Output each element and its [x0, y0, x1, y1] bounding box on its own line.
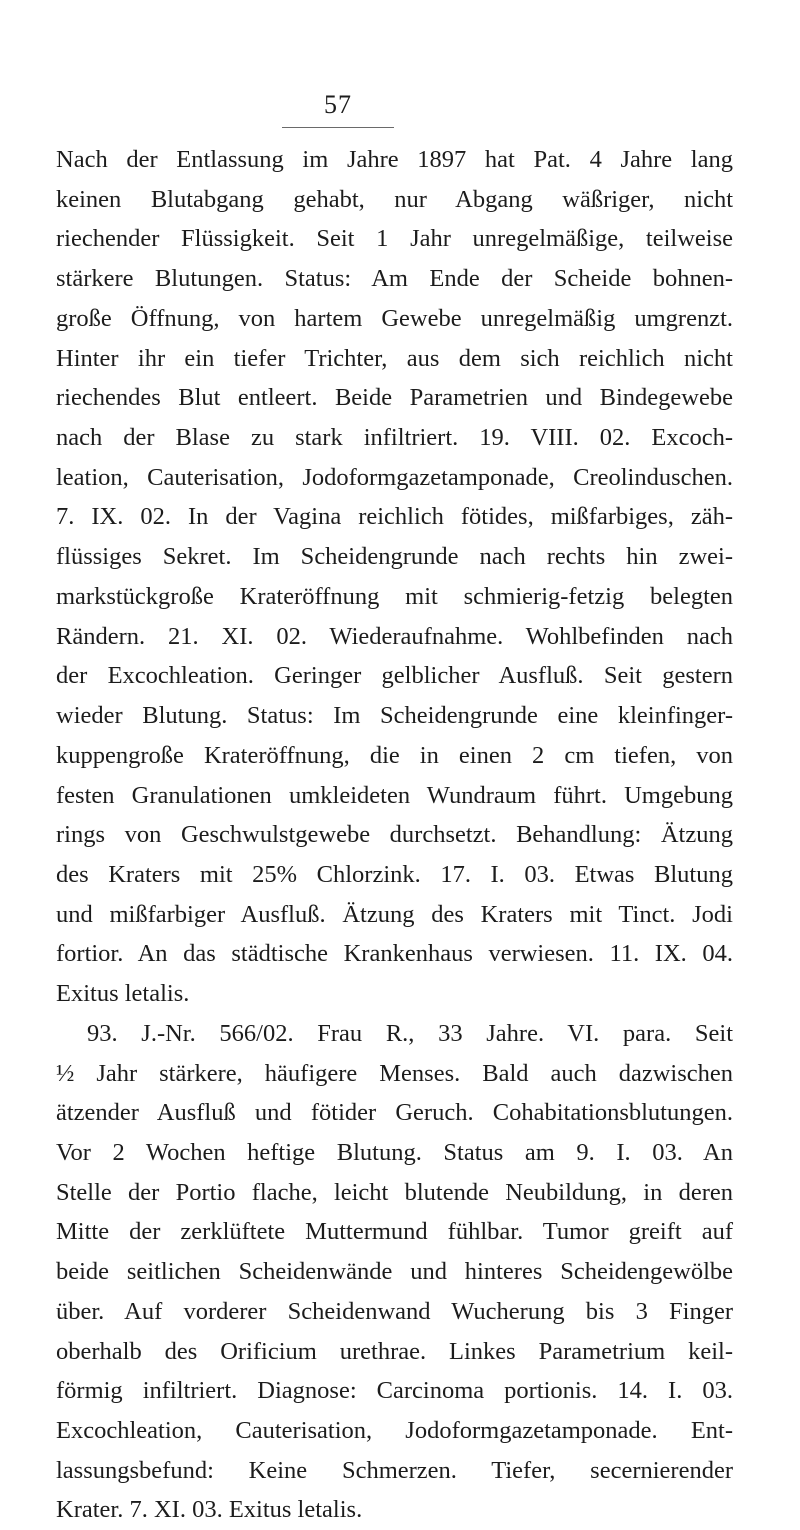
- text-line: Mitte der zerklüftete Muttermund fühlbar. Tumor greift auf: [56, 1218, 733, 1246]
- text-line: nach der Blase zu stark infiltriert. 19. VIII. 02. Excoch-: [56, 424, 733, 452]
- text-line: 7. IX. 02. In der Vagina reichlich fötides, mißfarbiges, zäh-: [56, 503, 733, 531]
- text-line: lassungsbefund: Keine Schmerzen. Tiefer, secernierender: [56, 1456, 733, 1484]
- text-line: beide seitlichen Scheidenwände und hinteres Scheidengewölbe: [56, 1258, 733, 1286]
- text-line: Excochleation, Cauterisation, Jodoformgazetamponade. Ent-: [56, 1417, 733, 1444]
- page-number: 57: [324, 90, 352, 119]
- text-line: oberhalb des Orificium urethrae. Linkes Parametrium keil-: [56, 1337, 733, 1365]
- text-line: kuppengroße Krateröffnung, die in einen 2 cm tiefen, von: [56, 741, 733, 769]
- text-line: riechendes Blut entleert. Beide Parametrien und Bindegewebe: [56, 384, 733, 412]
- text-line: wieder Blutung. Status: Im Scheidengrunde eine kleinfinger-: [56, 702, 733, 730]
- text-line: Exitus letalis.: [56, 980, 190, 1008]
- text-line: und mißfarbiger Ausfluß. Ätzung des Kraters mit Tinct. Jodi: [56, 900, 733, 928]
- text-line: große Öffnung, von hartem Gewebe unregelmäßig umgrenzt.: [56, 304, 733, 332]
- text-line: ätzender Ausfluß und fötider Geruch. Cohabitationsblutungen.: [56, 1099, 733, 1127]
- text-line: Rändern. 21. XI. 02. Wiederaufnahme. Wohlbefinden nach: [56, 622, 733, 650]
- text-line: ½ Jahr stärkere, häufigere Menses. Bald auch dazwischen: [56, 1059, 733, 1087]
- text-line: der Excochleation. Geringer gelblicher Ausfluß. Seit gestern: [56, 662, 733, 690]
- text-line: markstückgroße Krateröffnung mit schmierig-fetzig belegten: [56, 582, 733, 610]
- text-line: stärkere Blutungen. Status: Am Ende der Scheide bohnen-: [56, 265, 733, 293]
- text-line: festen Granulationen umkleideten Wundraum führt. Umgebung: [56, 781, 733, 809]
- page-number-rule: [282, 127, 394, 128]
- text-line: riechender Flüssigkeit. Seit 1 Jahr unregelmäßige, teilweise: [56, 225, 733, 253]
- text-line: des Kraters mit 25% Chlorzink. 17. I. 03. Etwas Blutung: [56, 860, 733, 888]
- text-line: förmig infiltriert. Diagnose: Carcinoma portionis. 14. I. 03.: [56, 1377, 733, 1405]
- case-number-line: 93. J.-Nr. 566/02. Frau R., 33 Jahre. VI. para. Seit: [87, 1019, 733, 1047]
- text-line: fortior. An das städtische Krankenhaus verwiesen. 11. IX. 04.: [56, 940, 733, 968]
- text-line: rings von Geschwulstgewebe durchsetzt. Behandlung: Ätzung: [56, 821, 733, 849]
- text-line: Hinter ihr ein tiefer Trichter, aus dem sich reichlich nicht: [56, 344, 733, 372]
- text-line: leation, Cauterisation, Jodoformgazetamponade, Creolinduschen.: [56, 463, 733, 491]
- text-line: über. Auf vorderer Scheidenwand Wucherung bis 3 Finger: [56, 1297, 733, 1325]
- body-text: [56, 140, 733, 1530]
- text-line: Stelle der Portio flache, leicht blutende Neubildung, in deren: [56, 1178, 733, 1206]
- text-line: Vor 2 Wochen heftige Blutung. Status am 9. I. 03. An: [56, 1138, 733, 1166]
- text-line: keinen Blutabgang gehabt, nur Abgang wäßriger, nicht: [56, 185, 733, 213]
- text-line: Krater. 7. XI. 03. Exitus letalis.: [56, 1496, 363, 1524]
- text-line: Nach der Entlassung im Jahre 1897 hat Pat. 4 Jahre lang: [56, 146, 733, 173]
- text-line: flüssiges Sekret. Im Scheidengrunde nach rechts hin zwei-: [56, 543, 733, 571]
